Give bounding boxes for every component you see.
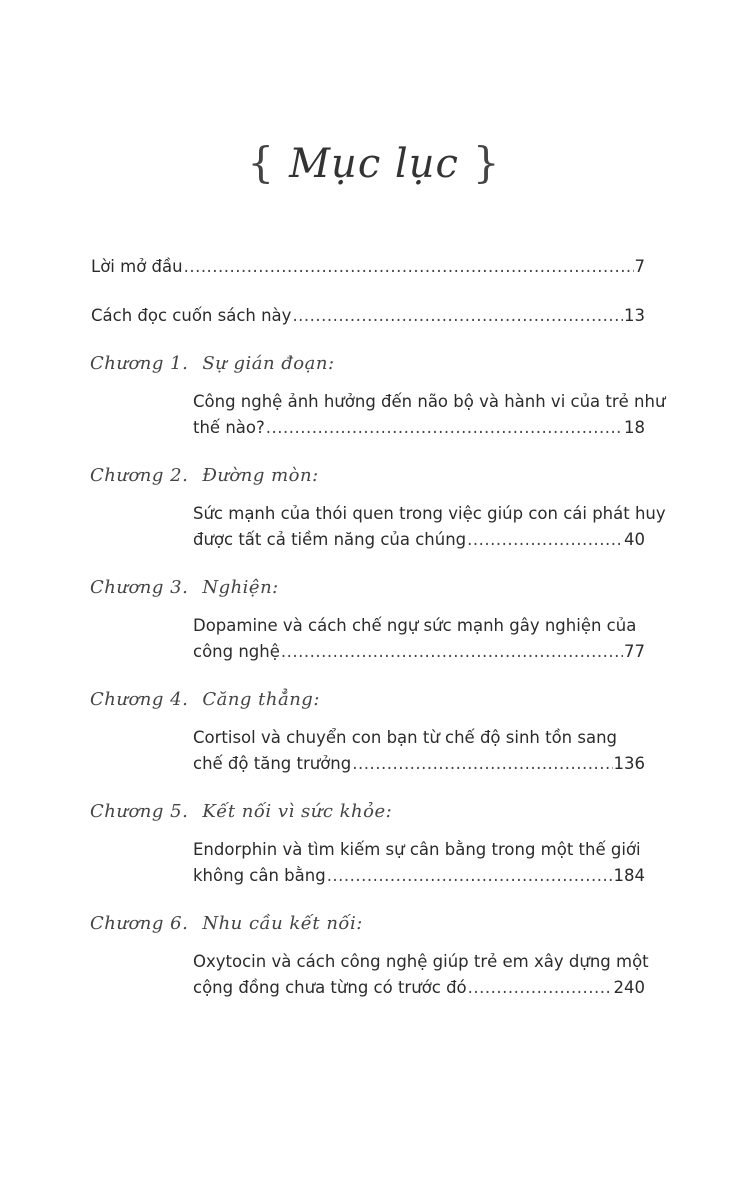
toc-entry-label: cộng đồng chưa từng có trước đó	[193, 978, 467, 997]
chapter-name: Đường mòn:	[202, 465, 319, 486]
right-brace: }	[472, 138, 501, 187]
chapter-name: Sự gián đoạn:	[202, 353, 335, 374]
toc-entry-chapter-2[interactable]	[193, 527, 645, 553]
chapter-number: Chương 1.	[90, 353, 189, 374]
chapter-number: Chương 3.	[90, 577, 189, 598]
chapter-subtitle-line1: Sức mạnh của thói quen trong việc giúp con cái phát huy	[193, 504, 666, 523]
toc-entry-page: 240	[613, 978, 645, 997]
chapter-number: Chương 4.	[90, 689, 189, 710]
leader-dots	[292, 303, 623, 329]
toc-entry-chapter-4[interactable]	[193, 751, 645, 777]
toc-entry-label: không cân bằng	[193, 866, 326, 885]
chapter-heading-6	[90, 913, 363, 934]
leader-dots	[352, 751, 612, 777]
chapter-name: Căng thẳng:	[202, 689, 320, 710]
toc-entry-page: 136	[613, 754, 645, 773]
chapter-heading-4	[90, 689, 320, 710]
chapter-subtitle-line1: Dopamine và cách chế ngự sức mạnh gây nghiện của	[193, 616, 637, 635]
toc-entry-label: được tất cả tiềm năng của chúng	[193, 530, 467, 549]
toc-entry-page: 40	[624, 530, 645, 549]
leader-dots	[281, 639, 623, 665]
chapter-subtitle-line1: Công nghệ ảnh hưởng đến não bộ và hành vi của trẻ như	[193, 392, 666, 411]
leader-dots	[184, 254, 634, 280]
chapter-heading-5	[90, 801, 392, 822]
toc-entry-page: 7	[634, 257, 645, 276]
chapter-name: Kết nối vì sức khỏe:	[202, 801, 393, 822]
toc-entry-page: 13	[624, 306, 645, 325]
toc-entry-label: chế độ tăng trưởng	[193, 754, 352, 773]
chapter-number: Chương 6.	[90, 913, 189, 934]
toc-entry-label: thế nào?	[193, 418, 265, 437]
chapter-number: Chương 2.	[90, 465, 189, 486]
chapter-subtitle-line1: Endorphin và tìm kiếm sự cân bằng trong một thế giới	[193, 840, 641, 859]
chapter-number: Chương 5.	[90, 801, 189, 822]
leader-dots	[327, 863, 613, 889]
chapter-heading-3	[90, 577, 279, 598]
toc-entry-label: Lời mở đầu	[91, 257, 183, 276]
toc-entry-page: 184	[613, 866, 645, 885]
toc-entry-label: Cách đọc cuốn sách này	[91, 306, 292, 325]
title-text: Mục lục	[289, 141, 459, 187]
chapter-name: Nghiện:	[202, 577, 279, 598]
toc-entry-chapter-3[interactable]	[193, 639, 645, 665]
toc-entry-preface[interactable]	[91, 254, 645, 280]
toc-entry-chapter-5[interactable]	[193, 863, 645, 889]
toc-entry-label: công nghệ	[193, 642, 280, 661]
leader-dots	[266, 415, 623, 441]
toc-entry-page: 77	[624, 642, 645, 661]
toc-entry-chapter-6[interactable]	[193, 975, 645, 1001]
chapter-subtitle-line1: Cortisol và chuyển con bạn từ chế độ sinh tồn sang	[193, 728, 618, 747]
toc-entry-chapter-1[interactable]	[193, 415, 645, 441]
chapter-subtitle-line1: Oxytocin và cách công nghệ giúp trẻ em xây dựng một	[193, 952, 649, 971]
leader-dots	[467, 527, 623, 553]
left-brace: {	[247, 138, 276, 187]
page-title	[0, 138, 748, 187]
toc-entry-how-to-read[interactable]	[91, 303, 645, 329]
chapter-heading-1	[90, 353, 335, 374]
chapter-name: Nhu cầu kết nối:	[202, 913, 363, 934]
leader-dots	[468, 975, 613, 1001]
chapter-heading-2	[90, 465, 319, 486]
toc-entry-page: 18	[624, 418, 645, 437]
